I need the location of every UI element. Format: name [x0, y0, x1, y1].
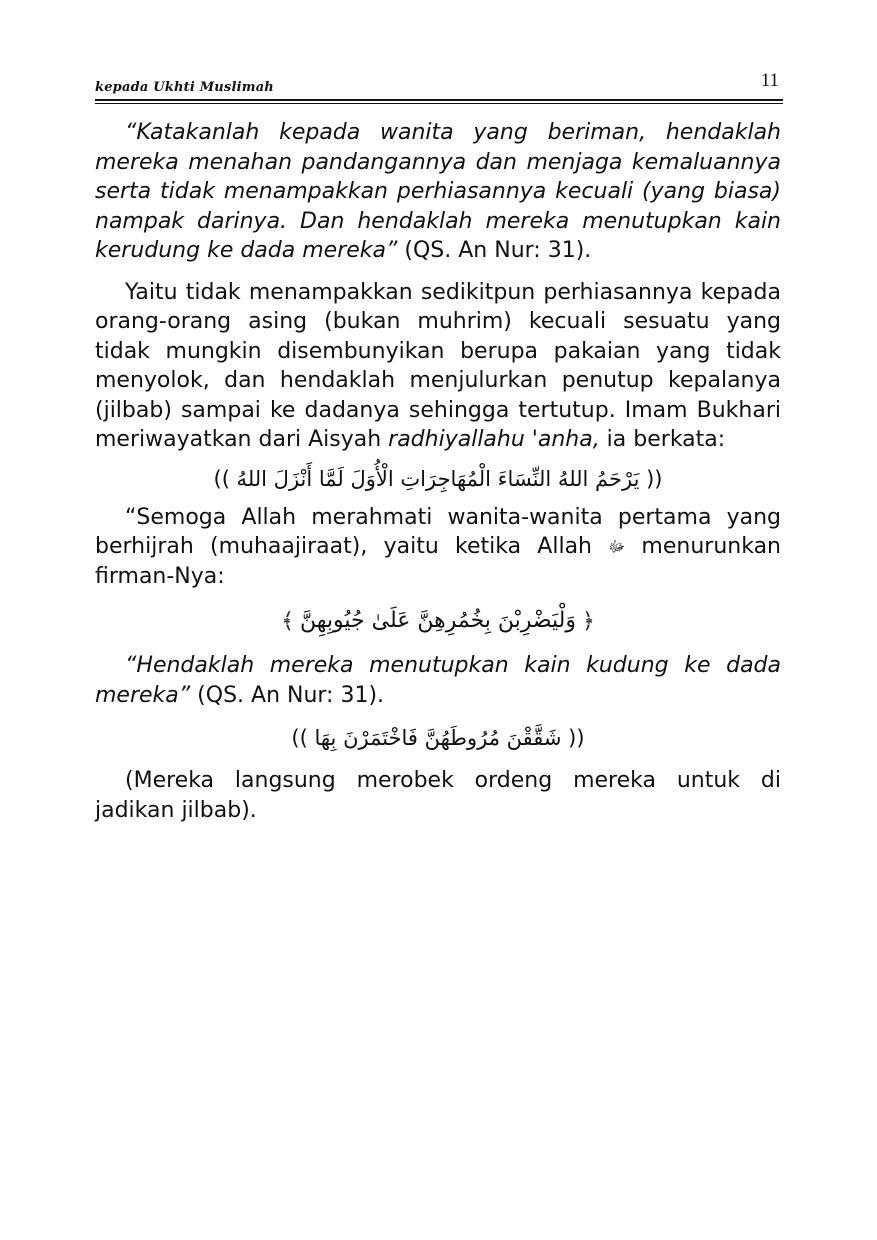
narration-translation-text: (Mereka langsung merobek ordeng mereka untuk di jadikan jilbab).	[95, 768, 781, 823]
spacer	[95, 266, 781, 278]
arabic-hadith: (( يَرْحَمُ اللهُ النِّسَاءَ الْمُهَاجِرَاتِ الْأُوَلَ لَمَّا أَنْزَلَ اللهُ ))	[213, 466, 663, 491]
header-rule-thick	[95, 99, 783, 101]
arabic-hadith-block	[95, 455, 781, 503]
verse-reference: (QS. An Nur: 31).	[190, 682, 385, 708]
header-rule-thin	[95, 103, 783, 104]
arabic-narration: (( شَقَّقْنَ مُرُوطَهُنَّ فَاخْتَمَرْنَ بِهَا ))	[291, 726, 585, 751]
quran-translation-paragraph	[95, 118, 781, 266]
ornament-open: ﴿	[581, 608, 595, 634]
arabic-verse: وَلْيَضْرِبْنَ بِخُمُرِهِنَّ عَلَىٰ جُيُوبِهِنَّ	[300, 608, 576, 634]
arabic-verse-block	[95, 591, 781, 651]
page-header	[95, 66, 783, 106]
hadith-translation-end: menurunkan firman-Nya:	[95, 534, 781, 589]
jalla-jalaluhu-glyph: ﷻ	[608, 537, 626, 556]
running-title: kepada Ukhti Muslimah	[95, 80, 274, 95]
explanation-text-end: ia berkata:	[599, 427, 726, 452]
hadith-translation-text: “Semoga Allah merahmati wanita-wanita pertama yang berhijrah (muhaajiraat), yaitu ketika Allah	[95, 504, 781, 559]
narration-translation-paragraph	[95, 766, 781, 825]
verse-translation-paragraph	[95, 651, 781, 710]
arabic-narration-block	[95, 710, 781, 766]
honorific-phrase: radhiyallahu 'anha,	[388, 427, 600, 452]
quran-reference: (QS. An Nur: 31).	[397, 238, 592, 263]
page-number: 11	[760, 70, 779, 91]
page-body	[95, 118, 781, 825]
explanation-paragraph	[95, 278, 781, 455]
quran-translation-text: “Katakanlah kepada wanita yang beriman, hendaklah mereka menahan pandangannya dan menjaga kemaluannya serta tidak menampakkan perhiasannya kecuali (yang biasa) nampak darinya. Dan hendaklah mereka menutupkan kain kerudung ke dada mereka”	[95, 120, 781, 263]
explanation-text: Yaitu tidak menampakkan sedikitpun perhiasannya kepada orang-orang asing (bukan muhrim) kecuali sesuatu yang tidak mungkin disembunyikan berupa pakaian yang tidak menyolok, dan hendaklah menjulurkan penutup kepalanya (jilbab) sampai ke dadanya sehingga tertutup. Imam Bukhari meriwayatkan dari Aisyah	[95, 279, 781, 452]
verse-translation-text: “Hendaklah mereka menutupkan kain kudung ke dada mereka”	[95, 653, 781, 708]
ornament-close: ﴾	[281, 608, 295, 634]
hadith-translation-paragraph	[95, 503, 781, 592]
